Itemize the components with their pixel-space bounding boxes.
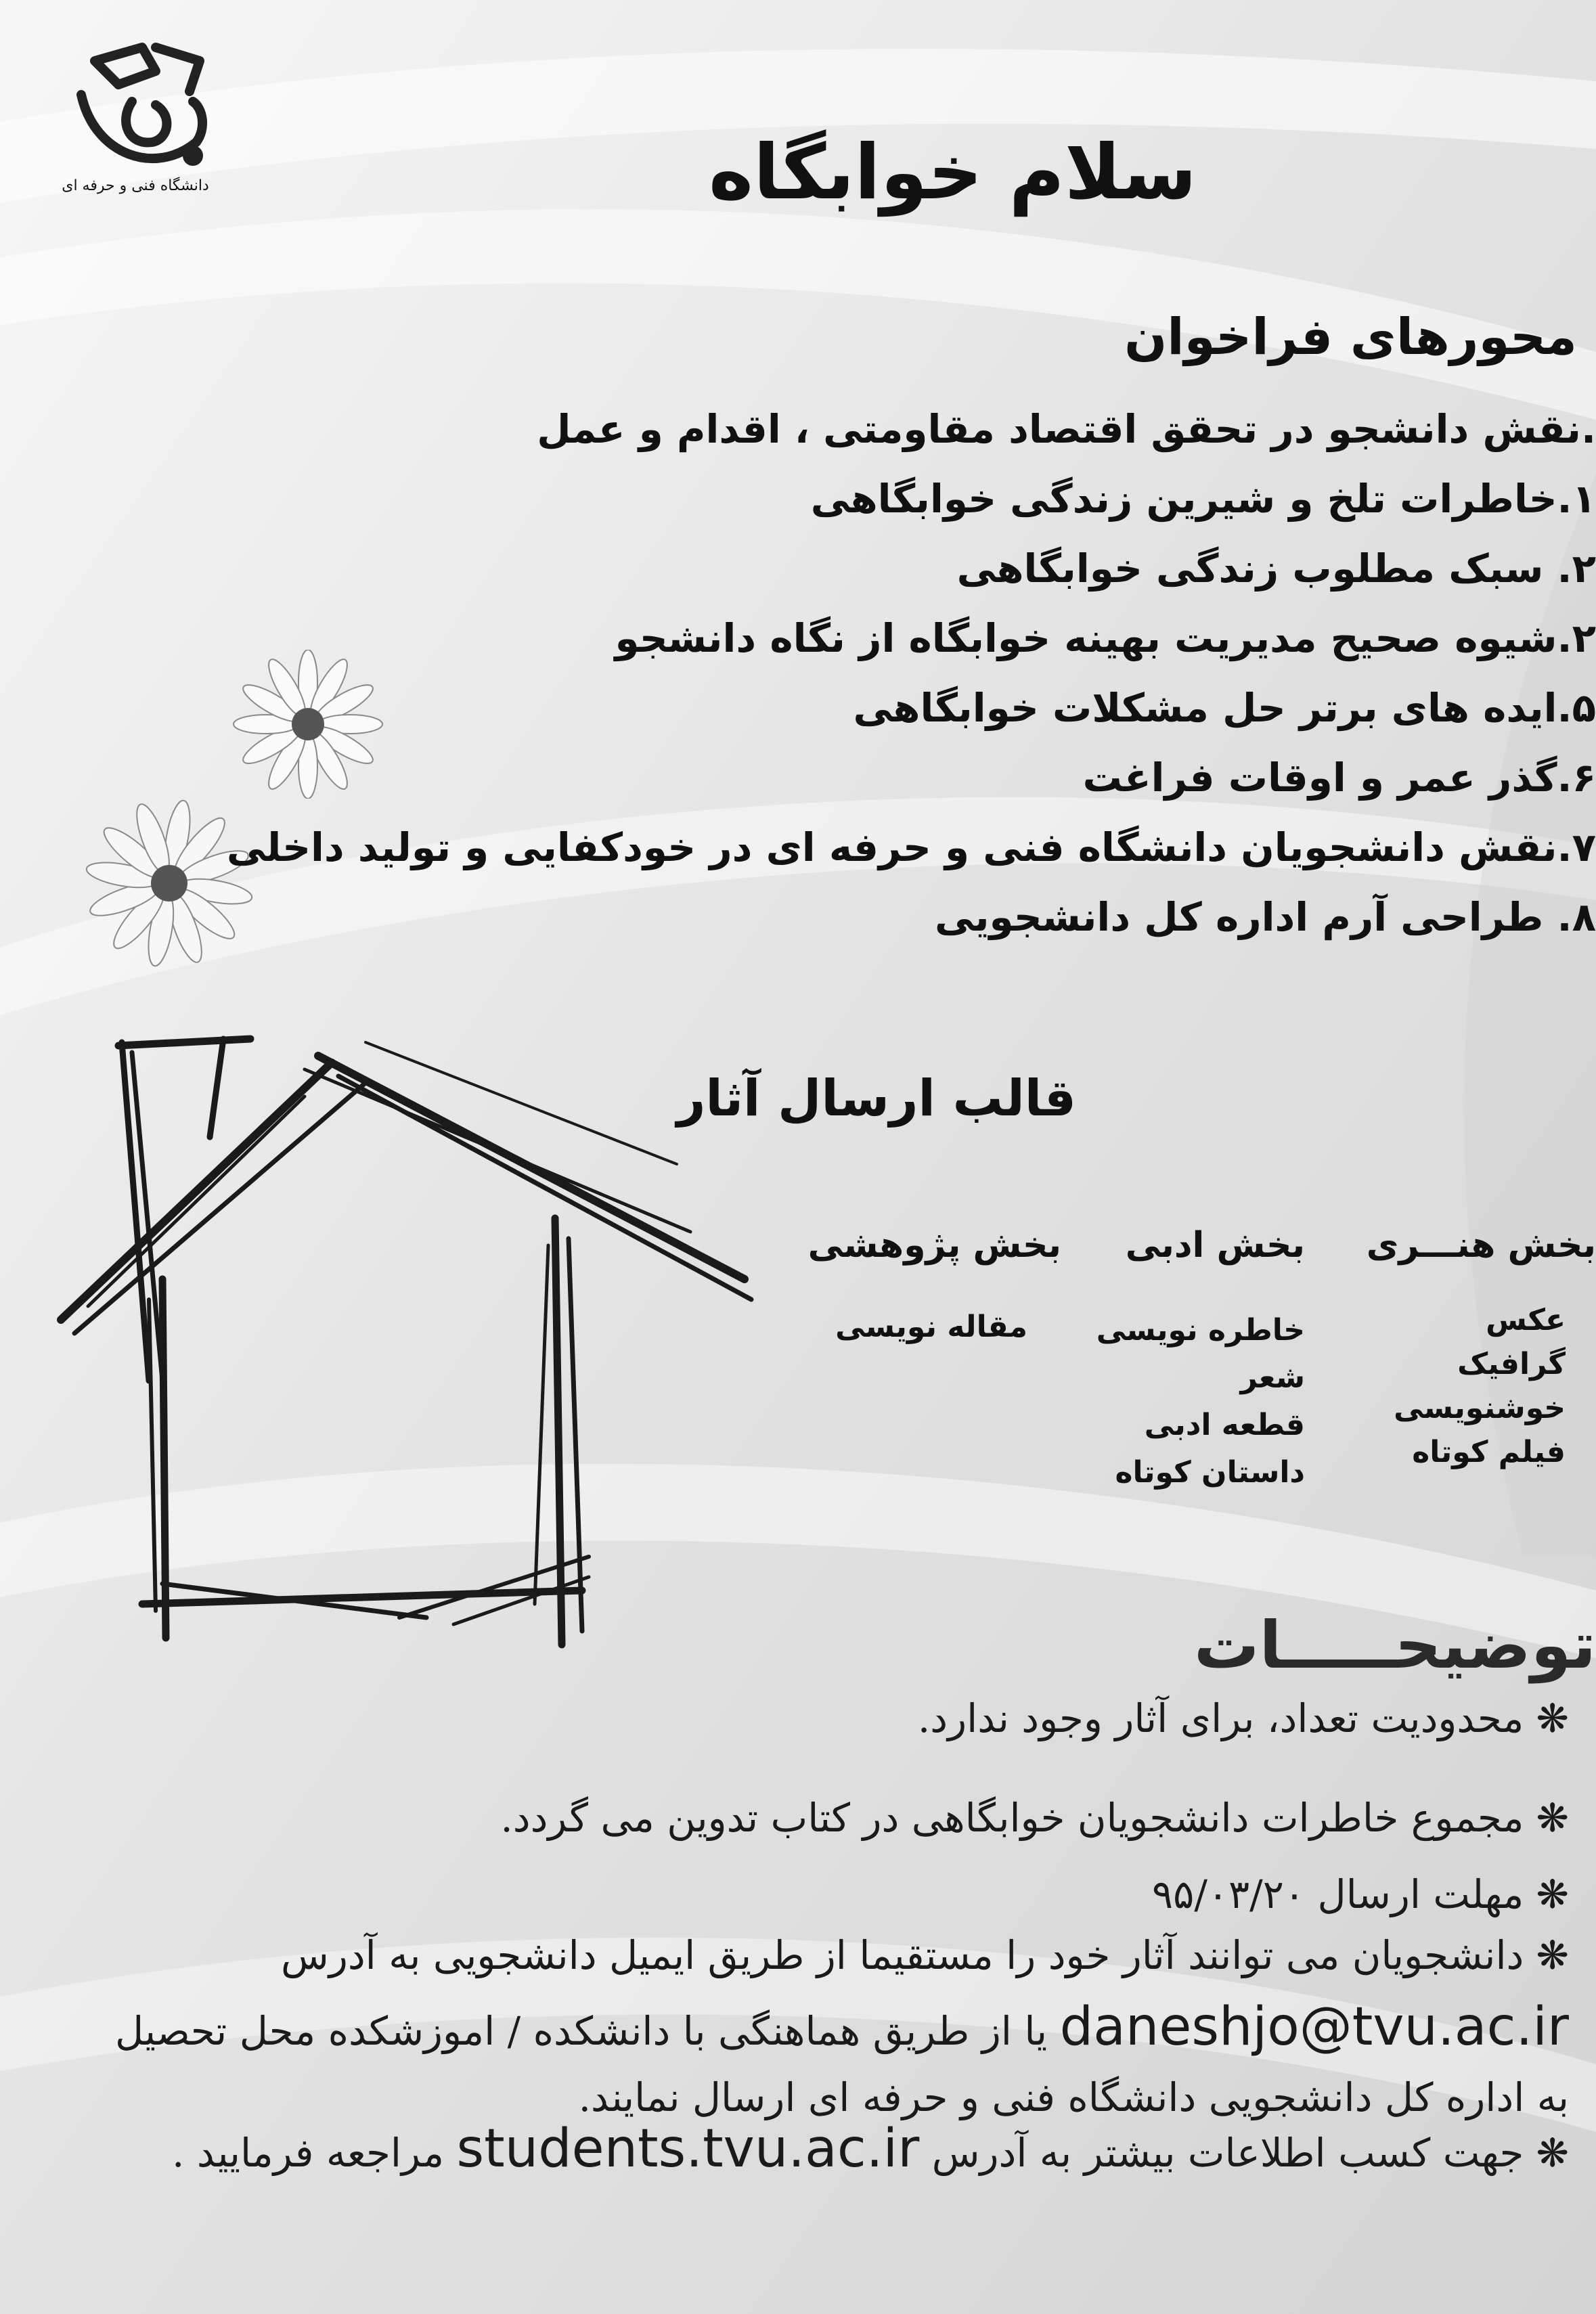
topic-item: ۲.شیوه صحیح مدیریت بهینه خوابگاه از نگاه دانشجو <box>615 615 1596 661</box>
notes-heading: توضیحـــــات <box>1194 1607 1596 1683</box>
topic-item: ۸. طراحی آرم اداره کل دانشجویی <box>935 894 1596 940</box>
daisy-flower-icon <box>230 650 386 799</box>
star-bullet-icon: ❋ <box>1536 1795 1569 1841</box>
university-logo-icon <box>54 20 230 203</box>
section-literary-item: داستان کوتاه <box>1115 1455 1305 1490</box>
note-item: ❋مجموع خاطرات دانشجویان خوابگاهی در کتاب تدوین می گردد. <box>500 1795 1569 1841</box>
topic-item: ۶.گذر عمر و اوقات فراغت <box>1082 755 1596 801</box>
axes-heading: محورهای فراخوان <box>1124 308 1577 366</box>
section-literary-item: خاطره نویسی <box>1096 1313 1305 1348</box>
website-link[interactable]: students.tvu.ac.ir <box>456 2118 920 2179</box>
page-title: سلام خوابگاه <box>709 129 1197 217</box>
note-item: ❋جهت کسب اطلاعات بیشتر به آدرس students.tvu.ac.ir مراجعه فرمایید . <box>172 2118 1569 2179</box>
topic-item: ۲. سبک مطلوب زندگی خوابگاهی <box>956 546 1596 592</box>
note-item: daneshjo@tvu.ac.ir یا از طریق هماهنگی با دانشکده / اموزشکده محل تحصیل <box>114 1997 1569 2057</box>
star-bullet-icon: ❋ <box>1536 1871 1569 1917</box>
section-research-title: بخش پژوهشی <box>807 1225 1061 1266</box>
topic-item: .نقش دانشجو در تحقق اقتصاد مقاومتی ، اقدام و عمل <box>537 406 1596 452</box>
section-art-title: بخش هنـــری <box>1366 1225 1596 1266</box>
topic-item: ۱.خاطرات تلخ و شیرین زندگی خوابگاهی <box>810 476 1596 522</box>
star-bullet-icon: ❋ <box>1536 1695 1569 1741</box>
section-art-item: عکس <box>1486 1303 1566 1337</box>
section-art-item: خوشنویسی <box>1394 1391 1566 1425</box>
section-art-item: گرافیک <box>1457 1347 1566 1381</box>
star-bullet-icon: ❋ <box>1536 1932 1569 1978</box>
note-item: ❋دانشجویان می توانند آثار خود را مستقیما از طریق ایمیل دانشجویی به آدرس <box>281 1932 1569 1978</box>
note-item: به اداره کل دانشجویی دانشگاه فنی و حرفه ای ارسال نمایند. <box>578 2074 1569 2120</box>
note-item: ❋مهلت ارسال ۹۵/۰۳/۲۰ <box>1152 1871 1569 1917</box>
section-literary-item: قطعه ادبی <box>1144 1408 1305 1442</box>
topic-item: ۵.ایده های برتر حل مشکلات خوابگاهی <box>853 685 1596 731</box>
section-art-item: فیلم کوتاه <box>1412 1435 1566 1469</box>
section-literary-title: بخش ادبی <box>1125 1225 1305 1266</box>
note-item: ❋محدودیت تعداد، برای آثار وجود ندارد. <box>917 1695 1569 1741</box>
logo-caption: دانشگاه فنی و حرفه ای <box>62 177 209 194</box>
topic-item: ۷.نقش دانشجویان دانشگاه فنی و حرفه ای در خودکفایی و تولید داخلی <box>226 824 1596 870</box>
section-literary-item: شعر <box>1240 1360 1305 1395</box>
stick-house-illustration <box>47 1015 765 1665</box>
star-bullet-icon: ❋ <box>1536 2130 1569 2176</box>
section-research-item: مقاله نویسی <box>835 1310 1027 1344</box>
email-address[interactable]: daneshjo@tvu.ac.ir <box>1059 1997 1569 2057</box>
format-heading: قالب ارسال آثار <box>676 1069 1076 1128</box>
